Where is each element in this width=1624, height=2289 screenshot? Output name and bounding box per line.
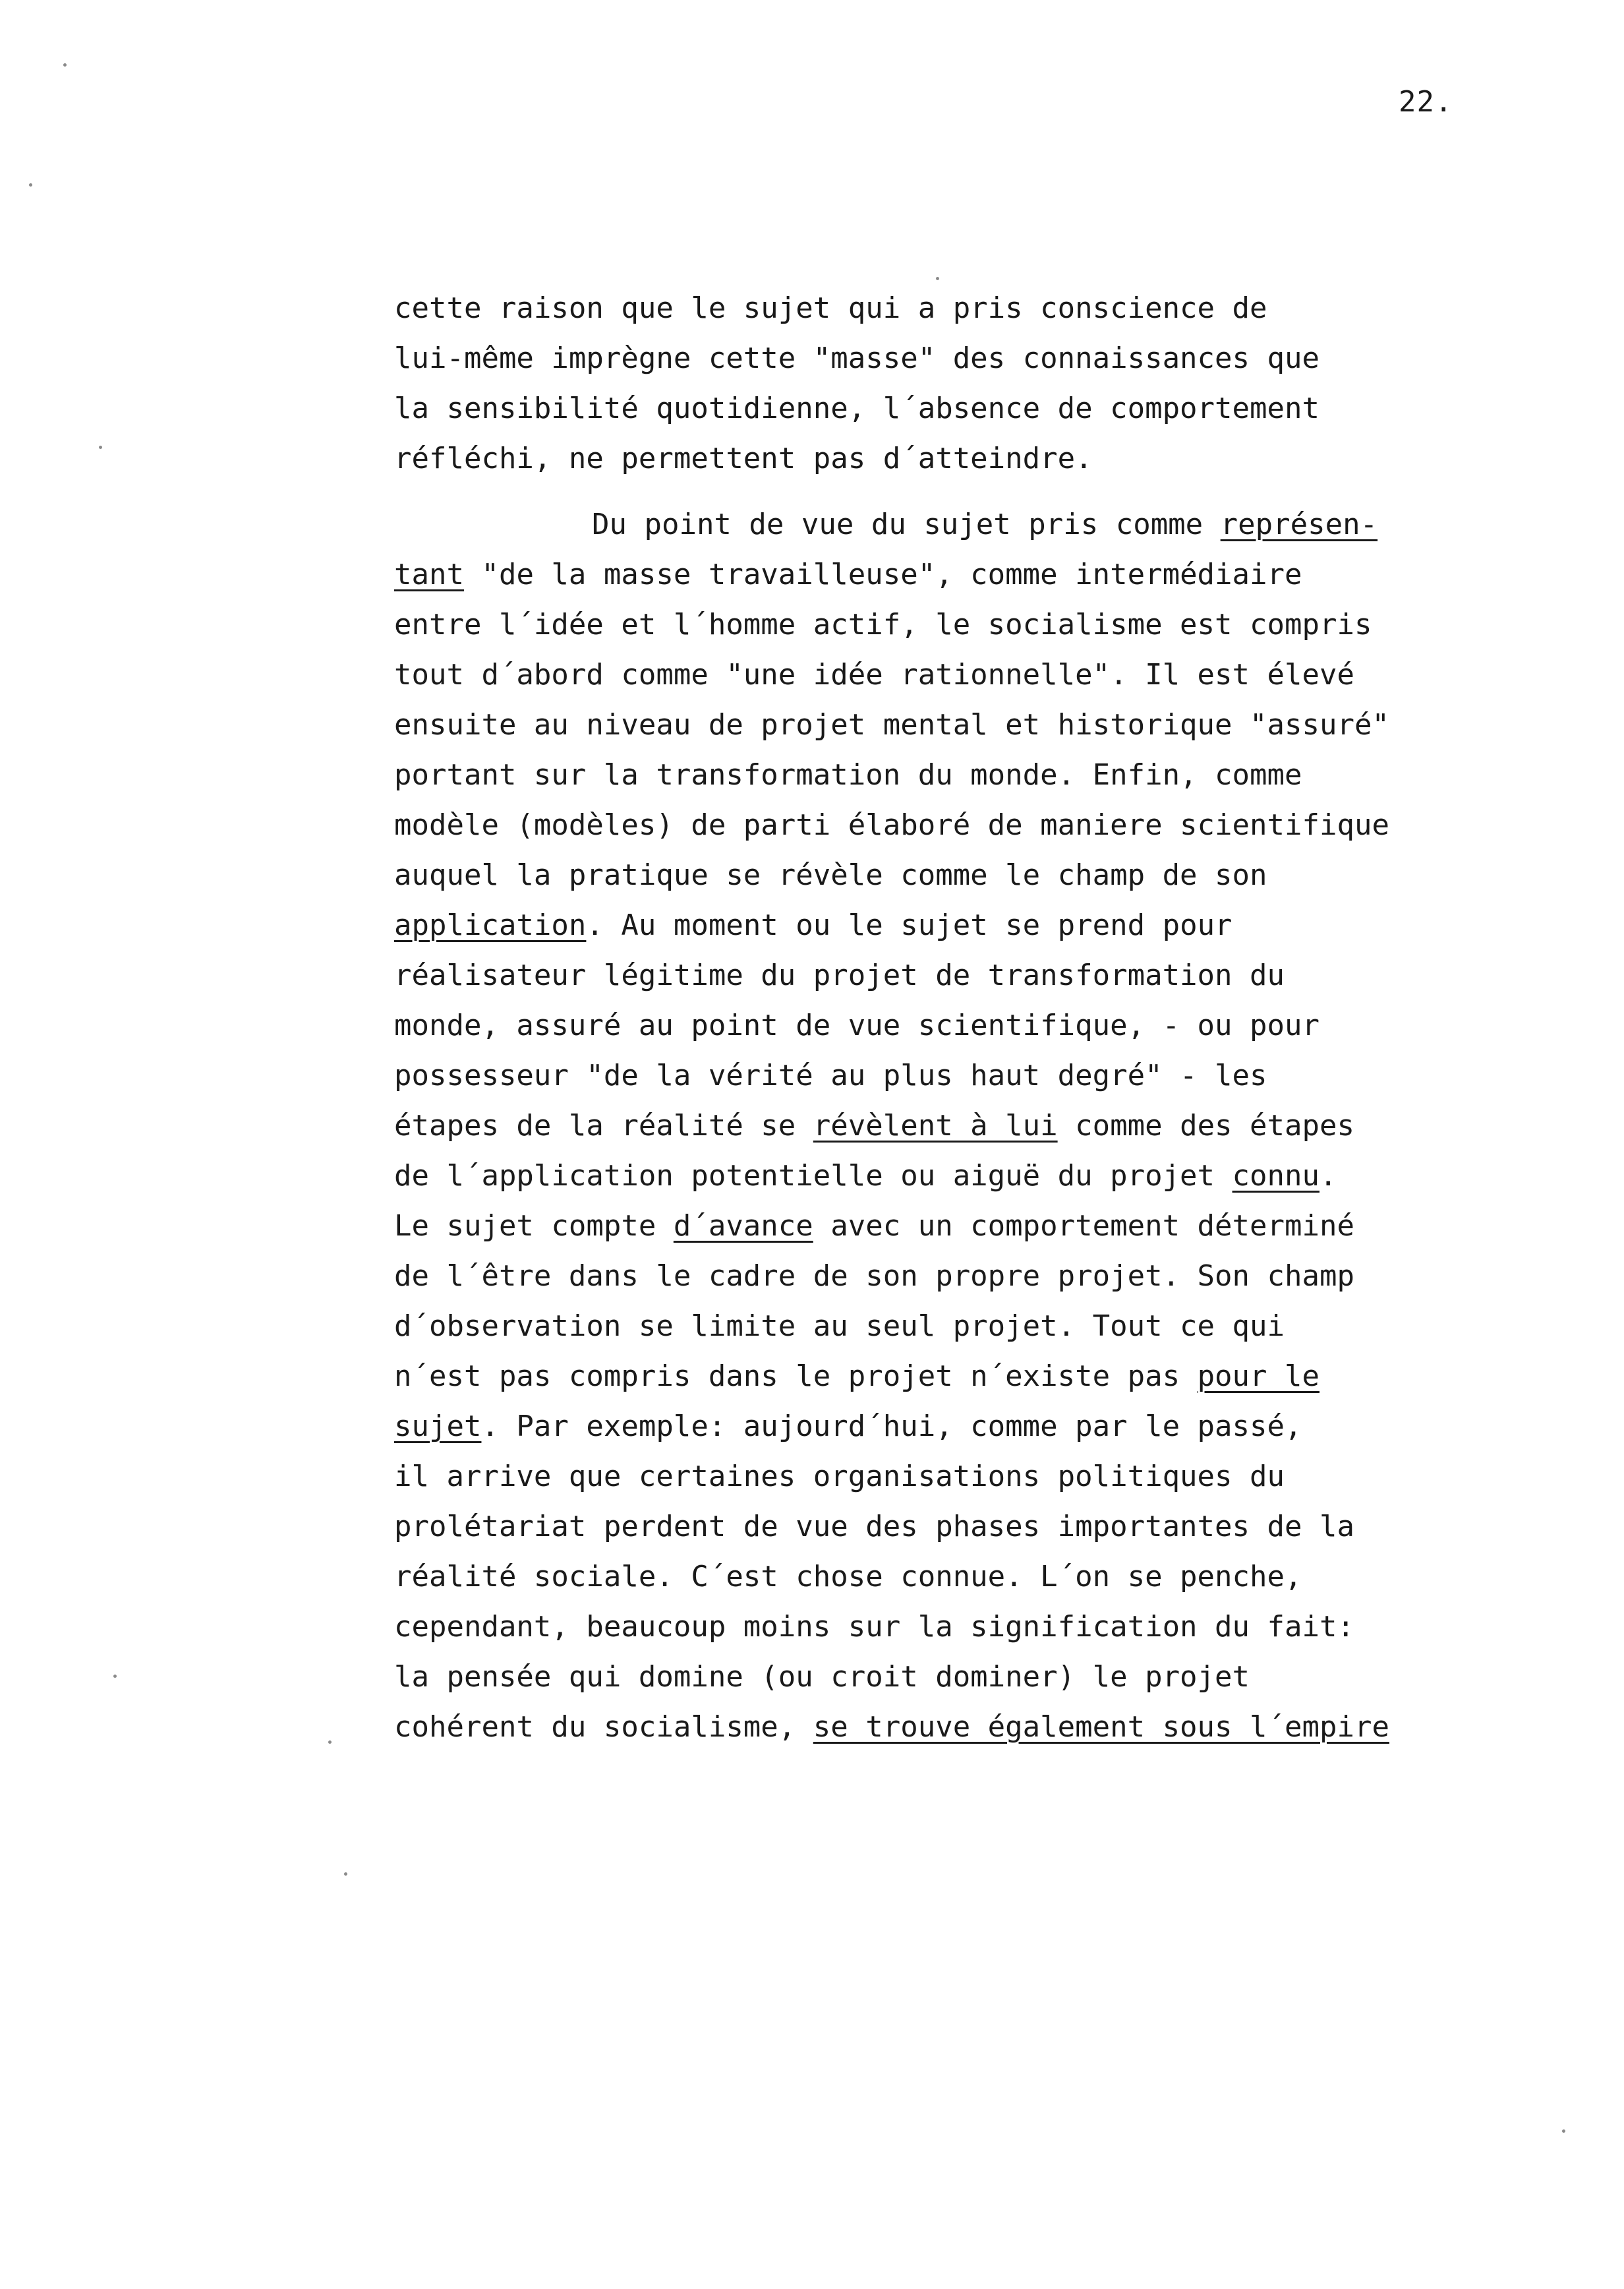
text-segment: cependant, beaucoup moins sur la signification du fait:	[394, 1610, 1354, 1644]
text-line	[394, 1301, 1554, 1352]
scan-speck	[63, 63, 67, 67]
text-segment: la sensibilité quotidienne, l´absence de comportement	[394, 392, 1320, 425]
text-segment: Du point de vue du sujet pris comme	[592, 508, 1221, 541]
text-segment: réalité sociale. C´est chose connue. L´on se penche,	[394, 1560, 1302, 1593]
text-segment: portant sur la transformation du monde. Enfin, comme	[394, 758, 1302, 792]
underlined-text: connu	[1232, 1159, 1320, 1193]
text-line	[394, 384, 1554, 434]
text-line	[394, 951, 1554, 1001]
paragraph	[394, 283, 1554, 484]
scan-speck	[113, 1675, 117, 1678]
text-line	[394, 1602, 1554, 1652]
text-line	[394, 800, 1554, 850]
underlined-text: application	[394, 908, 587, 942]
text-segment: auquel la pratique se révèle comme le champ de son	[394, 858, 1267, 892]
scan-speck	[344, 1872, 347, 1876]
underlined-text: pour le	[1197, 1359, 1320, 1393]
text-line	[394, 1051, 1554, 1101]
text-segment: prolétariat perdent de vue des phases importantes de la	[394, 1510, 1354, 1543]
text-segment: de l´être dans le cadre de son propre projet. Son champ	[394, 1259, 1354, 1293]
text-line	[394, 1452, 1554, 1502]
scan-speck	[99, 446, 102, 449]
text-segment: monde, assuré au point de vue scientifique, - ou pour	[394, 1009, 1320, 1042]
paragraph	[394, 500, 1554, 1752]
underlined-text: révèlent à lui	[813, 1109, 1058, 1143]
text-line	[394, 500, 1554, 550]
text-segment: ensuite au niveau de projet mental et historique "assuré"	[394, 708, 1389, 742]
text-line	[394, 434, 1554, 484]
text-segment: n´est pas compris dans le projet n´existe pas	[394, 1359, 1198, 1393]
body-text	[394, 283, 1554, 1752]
underlined-text: se trouve également sous l´empire	[813, 1710, 1389, 1744]
text-line	[394, 334, 1554, 384]
text-segment: réfléchi, ne permettent pas d´atteindre.	[394, 442, 1093, 475]
text-line	[394, 550, 1554, 600]
text-line	[394, 1201, 1554, 1251]
text-segment: cette raison que le sujet qui a pris conscience de	[394, 291, 1267, 325]
text-segment: modèle (modèles) de parti élaboré de maniere scientifique	[394, 808, 1389, 842]
text-line	[394, 1552, 1554, 1602]
text-segment: .	[1319, 1159, 1337, 1193]
text-segment: entre l´idée et l´homme actif, le socialisme est compris	[394, 608, 1372, 641]
text-segment: étapes de la réalité se	[394, 1109, 813, 1143]
page-number: 22.	[1399, 85, 1453, 119]
text-line	[394, 650, 1554, 700]
text-segment: de l´application potentielle ou aiguë du projet	[394, 1159, 1232, 1193]
text-segment: tout d´abord comme "une idée rationnelle". Il est élevé	[394, 658, 1354, 692]
text-line	[394, 600, 1554, 650]
underlined-text: tant	[394, 558, 464, 591]
underlined-text: sujet	[394, 1410, 482, 1443]
scan-speck	[936, 277, 939, 280]
text-segment: réalisateur légitime du projet de transformation du	[394, 959, 1285, 992]
text-segment: Le sujet compte	[394, 1209, 674, 1243]
scan-speck	[328, 1740, 332, 1744]
text-segment: cohérent du socialisme,	[394, 1710, 813, 1744]
text-line	[394, 1402, 1554, 1452]
text-segment: comme des étapes	[1057, 1109, 1354, 1143]
text-segment: . Par exemple: aujourd´hui, comme par le passé,	[481, 1410, 1302, 1443]
text-line	[394, 283, 1554, 334]
text-line	[394, 700, 1554, 750]
text-segment: la pensée qui domine (ou croit dominer) le projet	[394, 1660, 1250, 1694]
text-line	[394, 1251, 1554, 1301]
text-segment: il arrive que certaines organisations politiques du	[394, 1460, 1285, 1493]
text-segment: possesseur "de la vérité au plus haut degré" - les	[394, 1059, 1267, 1092]
text-segment: lui-même imprègne cette "masse" des connaissances que	[394, 342, 1320, 375]
text-segment: "de la masse travailleuse", comme intermédiaire	[463, 558, 1302, 591]
scan-speck	[1562, 2129, 1565, 2133]
text-segment: d´observation se limite au seul projet. Tout ce qui	[394, 1309, 1285, 1343]
text-line	[394, 850, 1554, 901]
text-line	[394, 1151, 1554, 1201]
text-line	[394, 1502, 1554, 1552]
text-segment: . Au moment ou le sujet se prend pour	[586, 908, 1232, 942]
text-line	[394, 1101, 1554, 1151]
text-line	[394, 1001, 1554, 1051]
text-line	[394, 750, 1554, 800]
text-line	[394, 1702, 1554, 1752]
underlined-text: représen-	[1220, 508, 1378, 541]
scan-speck	[29, 183, 32, 187]
text-line	[394, 1652, 1554, 1702]
underlined-text: d´avance	[673, 1209, 813, 1243]
text-line	[394, 1352, 1554, 1402]
text-line	[394, 901, 1554, 951]
text-segment: avec un comportement déterminé	[813, 1209, 1354, 1243]
